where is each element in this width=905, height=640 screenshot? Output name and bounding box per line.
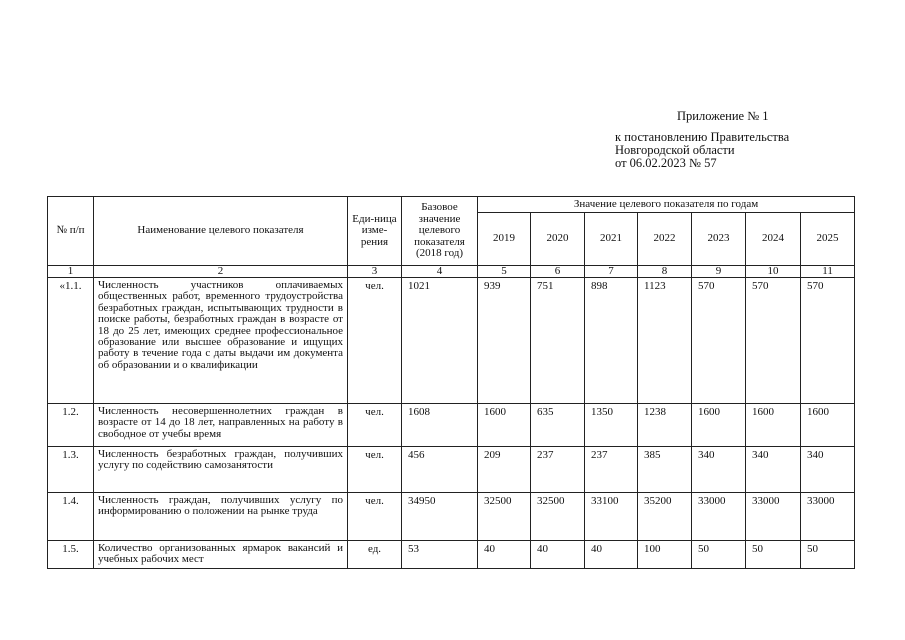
year-value: 1350 [585,404,638,447]
base-value: 53 [402,541,478,569]
base-value: 456 [402,447,478,493]
column-number: 11 [801,266,855,278]
header-base: Базовое значение целевого показателя (2018 год) [402,197,478,266]
year-value: 40 [585,541,638,569]
year-value: 570 [692,278,746,404]
appendix-title: Приложение № 1 [677,109,769,123]
header-year: 2025 [801,213,855,266]
row-number: 1.2. [48,404,94,447]
year-value: 237 [531,447,585,493]
column-number: 10 [746,266,801,278]
year-value: 33100 [585,493,638,541]
column-number: 9 [692,266,746,278]
table-row [48,447,855,493]
year-value: 1600 [478,404,531,447]
year-value: 40 [478,541,531,569]
header-year: 2019 [478,213,531,266]
unit-cell: чел. [348,493,402,541]
header-year: 2022 [638,213,692,266]
indicator-name: Численность участников оплачиваемых общественных работ, временного трудоустройства безработных граждан, испытывающих трудности в поиске работы, безработных граждан в возрасте от 18 до 25 лет, имеющих среднее профессиональное образование или высшее образование и ищущих работу в течение года с даты выдачи им документа об образовании и о квалификации [94,278,348,404]
unit-cell: чел. [348,404,402,447]
appendix-block [615,110,875,170]
base-value: 1608 [402,404,478,447]
header-year: 2020 [531,213,585,266]
unit-cell: ед. [348,541,402,569]
base-value: 1021 [402,278,478,404]
indicator-name: Количество организованных ярмарок вакансий и учебных рабочих мест [94,541,348,569]
header-year: 2023 [692,213,746,266]
column-number: 5 [478,266,531,278]
year-value: 100 [638,541,692,569]
header-name: Наименование целевого показателя [94,197,348,266]
year-value: 35200 [638,493,692,541]
year-value: 1238 [638,404,692,447]
table-row [48,278,855,404]
header-year: 2024 [746,213,801,266]
year-value: 340 [746,447,801,493]
year-value: 1600 [692,404,746,447]
unit-cell: чел. [348,278,402,404]
year-value: 939 [478,278,531,404]
year-value: 898 [585,278,638,404]
year-value: 1600 [801,404,855,447]
unit-cell: чел. [348,447,402,493]
column-number: 1 [48,266,94,278]
target-indicators-table [47,196,855,569]
appendix-line-3: от 06.02.2023 № 57 [615,156,717,170]
column-number: 4 [402,266,478,278]
base-value: 34950 [402,493,478,541]
appendix-line-2: Новгородской области [615,143,735,157]
year-value: 340 [801,447,855,493]
indicator-name: Численность несовершеннолетних граждан в возрасте от 14 до 18 лет, направленных на работу в свободное от учебы время [94,404,348,447]
indicator-name: Численность граждан, получивших услугу по информированию о положении на рынке труда [94,493,348,541]
table-row [48,404,855,447]
column-number: 3 [348,266,402,278]
year-value: 32500 [478,493,531,541]
row-number: 1.3. [48,447,94,493]
year-value: 32500 [531,493,585,541]
year-value: 50 [692,541,746,569]
year-value: 50 [746,541,801,569]
year-value: 635 [531,404,585,447]
year-value: 385 [638,447,692,493]
year-value: 50 [801,541,855,569]
table-row [48,493,855,541]
header-unit [348,197,402,266]
appendix-line-1: к постановлению Правительства [615,130,790,144]
row-number: 1.5. [48,541,94,569]
year-value: 237 [585,447,638,493]
column-number: 2 [94,266,348,278]
column-number: 6 [531,266,585,278]
year-value: 40 [531,541,585,569]
year-value: 33000 [692,493,746,541]
header-no: № п/п [48,197,94,266]
year-value: 33000 [746,493,801,541]
header-years-group: Значение целевого показателя по годам [478,197,855,213]
year-value: 340 [692,447,746,493]
year-value: 209 [478,447,531,493]
header-unit-text: Еди-ница изме-рения [352,212,397,248]
year-value: 570 [746,278,801,404]
header-year: 2021 [585,213,638,266]
column-number: 8 [638,266,692,278]
column-number: 7 [585,266,638,278]
year-value: 751 [531,278,585,404]
table-row [48,541,855,569]
year-value: 570 [801,278,855,404]
row-number: 1.4. [48,493,94,541]
year-value: 33000 [801,493,855,541]
indicator-name: Численность безработных граждан, получивших услугу по содействию самозанятости [94,447,348,493]
row-number: «1.1. [48,278,94,404]
year-value: 1600 [746,404,801,447]
year-value: 1123 [638,278,692,404]
